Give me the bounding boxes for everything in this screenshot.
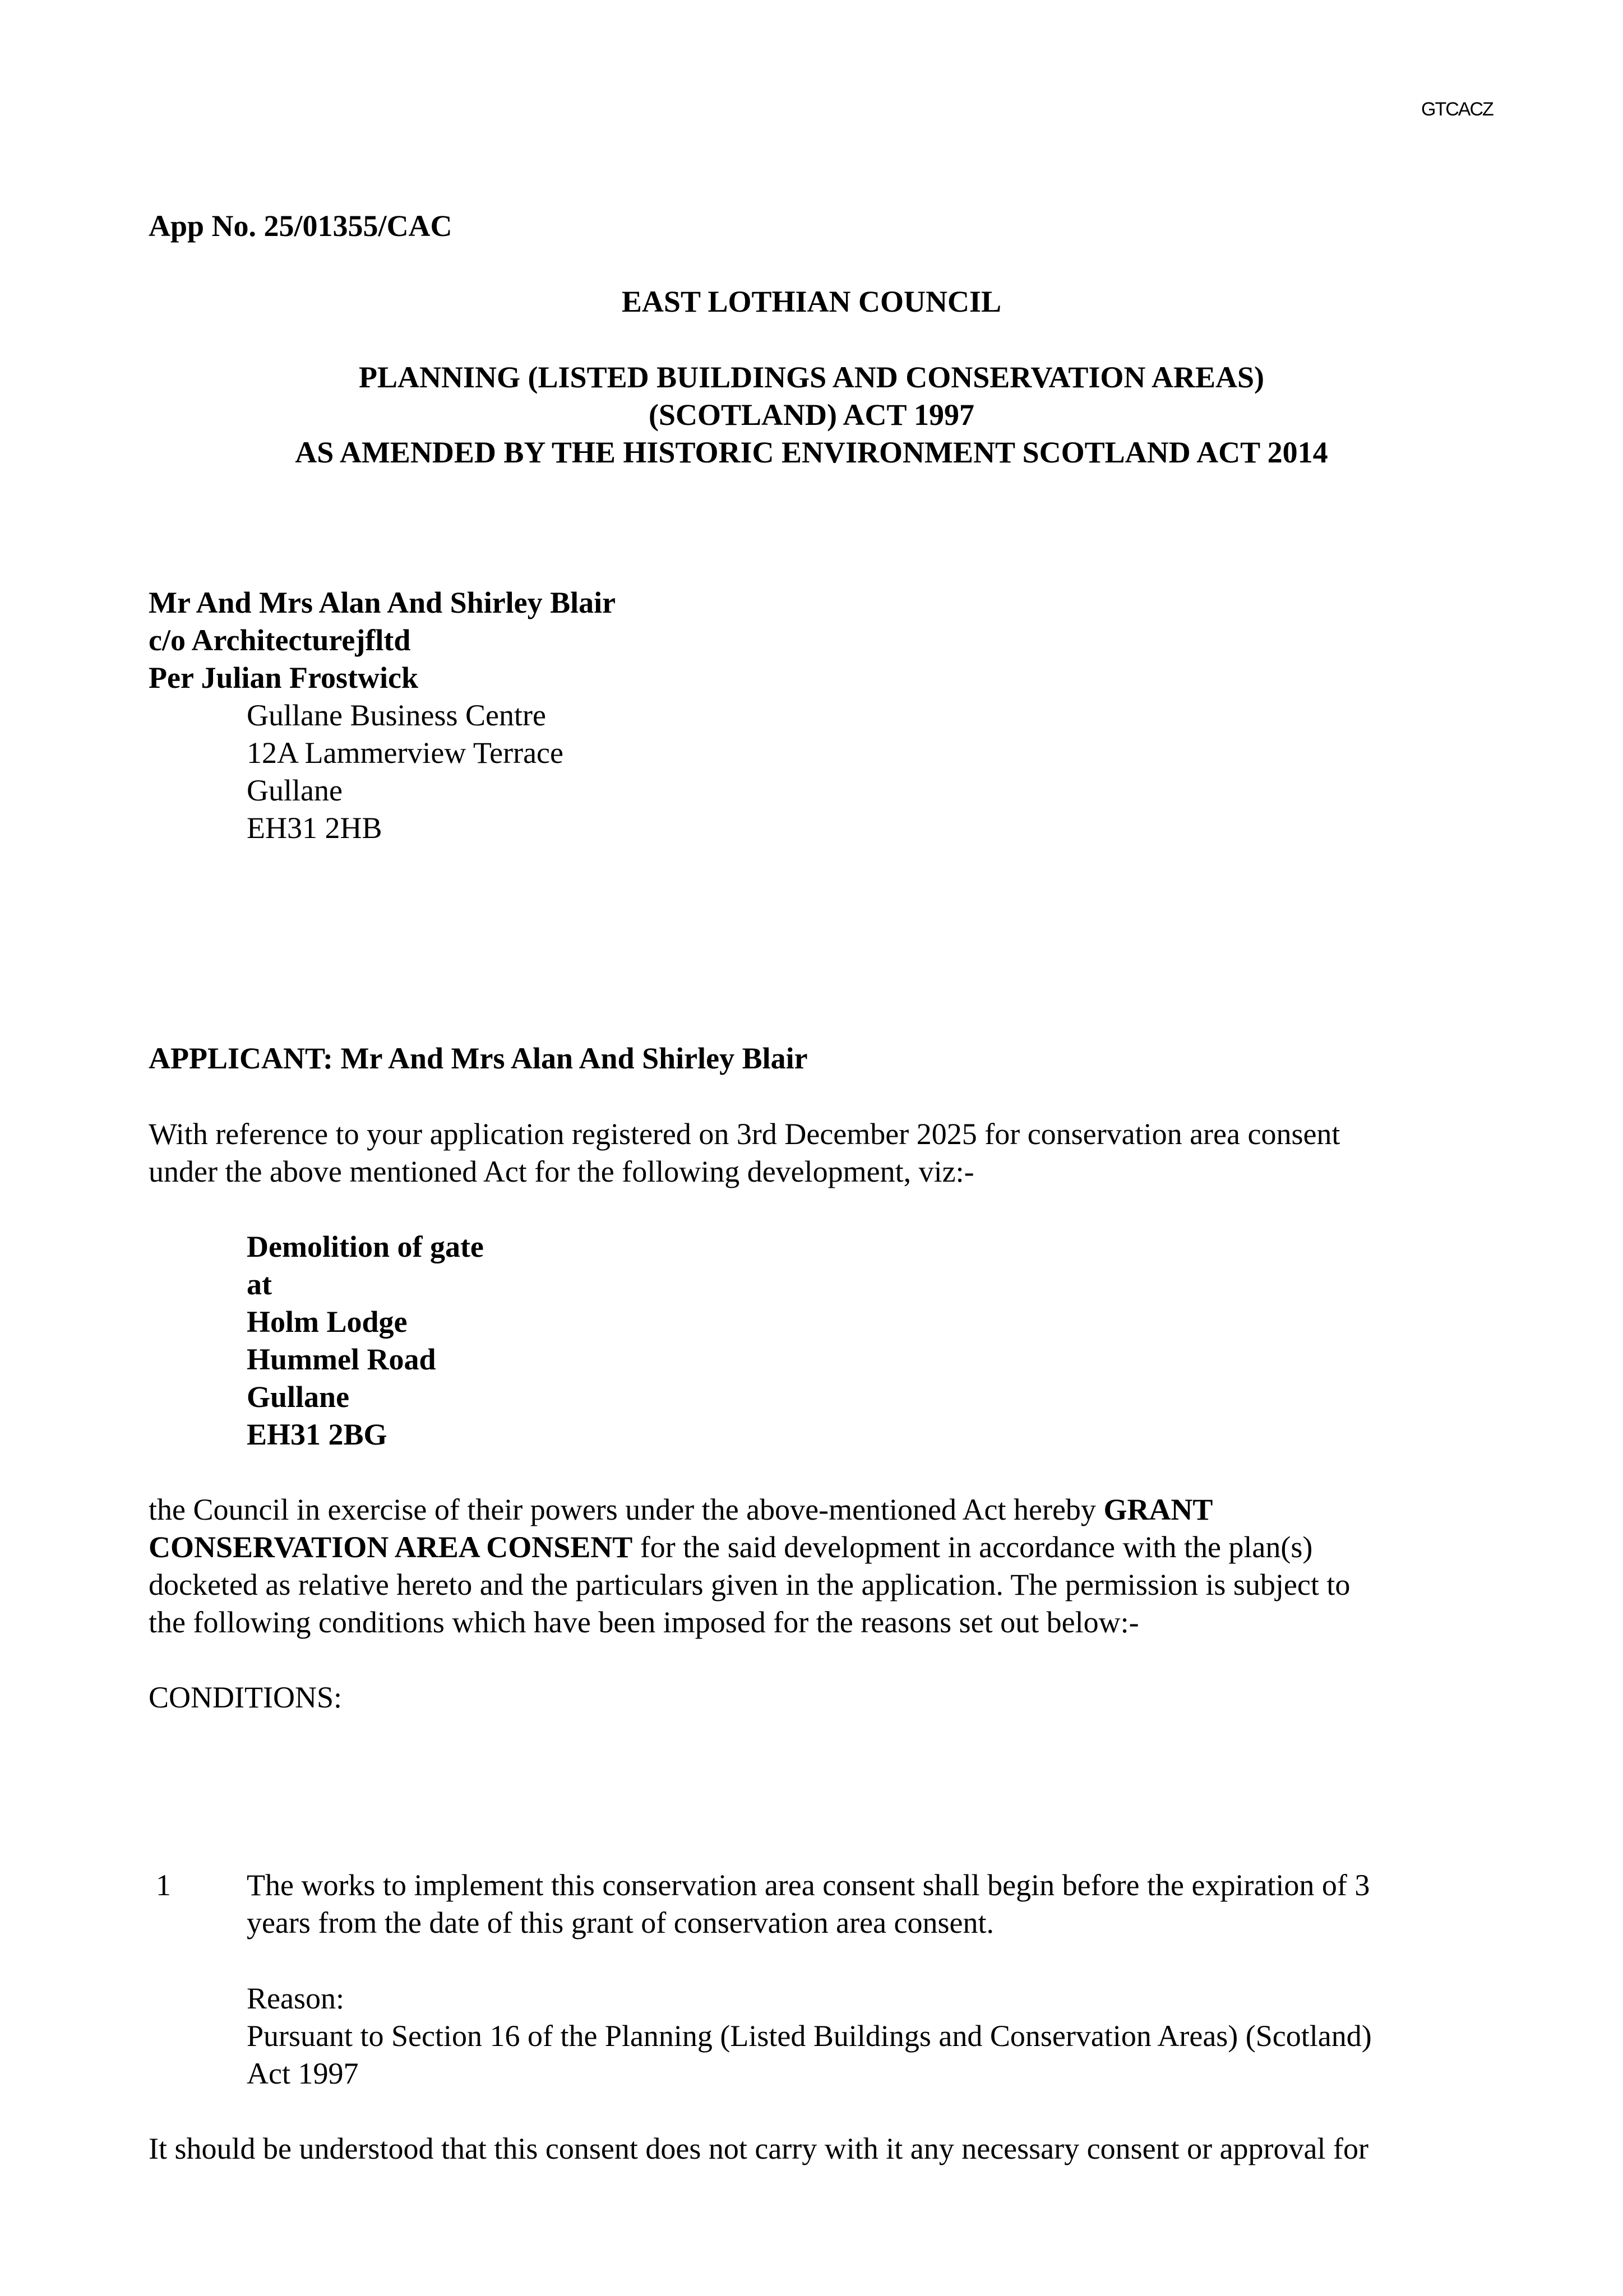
grant-text: for the said development in accordance with the plan(s) [632,1530,1313,1564]
act-title-line: (SCOTLAND) ACT 1997 [648,398,975,432]
paragraph-line: the following conditions which have been imposed for the reasons set out below:- [149,1605,1139,1639]
applicant-line: APPLICANT: Mr And Mrs Alan And Shirley Blair [149,1041,808,1075]
consent-type: CONSERVATION AREA CONSENT [149,1530,633,1564]
development-line: Holm Lodge [247,1305,408,1339]
paragraph-line [149,1491,1350,1529]
development-line: Gullane [247,1380,350,1414]
council-name: EAST LOTHIAN COUNCIL [621,285,1002,318]
address-line: Gullane Business Centre [247,698,546,732]
reference-code: GTCACZ [1421,99,1493,120]
addressee-agent: c/o Architecturejfltd [149,623,411,657]
development-description [247,1228,484,1453]
address-line: EH31 2HB [247,811,382,845]
reason-line: Pursuant to Section 16 of the Planning (Listed Buildings and Conservation Areas) (Scotland) [247,2019,1372,2053]
development-line: at [247,1267,272,1301]
condition-line: The works to implement this conservation area consent shall begin before the expiration of 3 [247,1868,1370,1902]
address-line: Gullane [247,774,343,807]
reason-label: Reason: [247,1982,344,2015]
conditions-heading: CONDITIONS: [149,1681,342,1714]
condition-text [247,1867,1370,1942]
addressee-name: Mr And Mrs Alan And Shirley Blair [149,586,616,619]
application-number: App No. 25/01355/CAC [149,209,452,243]
paragraph-line: under the above mentioned Act for the following development, viz:- [149,1155,974,1188]
footer-paragraph: It should be understood that this consent does not carry with it any necessary consent or approval for [149,2132,1368,2165]
act-title-line: PLANNING (LISTED BUILDINGS AND CONSERVATION AREAS) [359,360,1264,394]
grant-paragraph [149,1491,1350,1641]
addressee-contact: Per Julian Frostwick [149,661,418,695]
grant-text: the Council in exercise of their powers under the above-mentioned Act hereby [149,1493,1104,1526]
development-line: EH31 2BG [247,1418,387,1451]
reference-paragraph [149,1115,1340,1191]
paragraph-line [149,1529,1350,1566]
act-title [0,359,1623,471]
addressee-block [149,584,616,697]
development-line: Hummel Road [247,1343,436,1376]
condition-number: 1 [156,1868,171,1902]
development-line: Demolition of gate [247,1230,484,1263]
condition-reason [247,1980,1372,2093]
condition-line: years from the date of this grant of conservation area consent. [247,1906,994,1939]
paragraph-line: docketed as relative hereto and the particulars given in the application. The permission is subject to [149,1568,1351,1601]
act-title-line: AS AMENDED BY THE HISTORIC ENVIRONMENT SCOTLAND ACT 2014 [295,436,1328,469]
reason-line: Act 1997 [247,2057,359,2090]
paragraph-line: With reference to your application registered on 3rd December 2025 for conservation area consent [149,1117,1340,1151]
grant-keyword: GRANT [1103,1493,1213,1526]
address-line: 12A Lammerview Terrace [247,736,563,770]
postal-address [247,697,563,847]
